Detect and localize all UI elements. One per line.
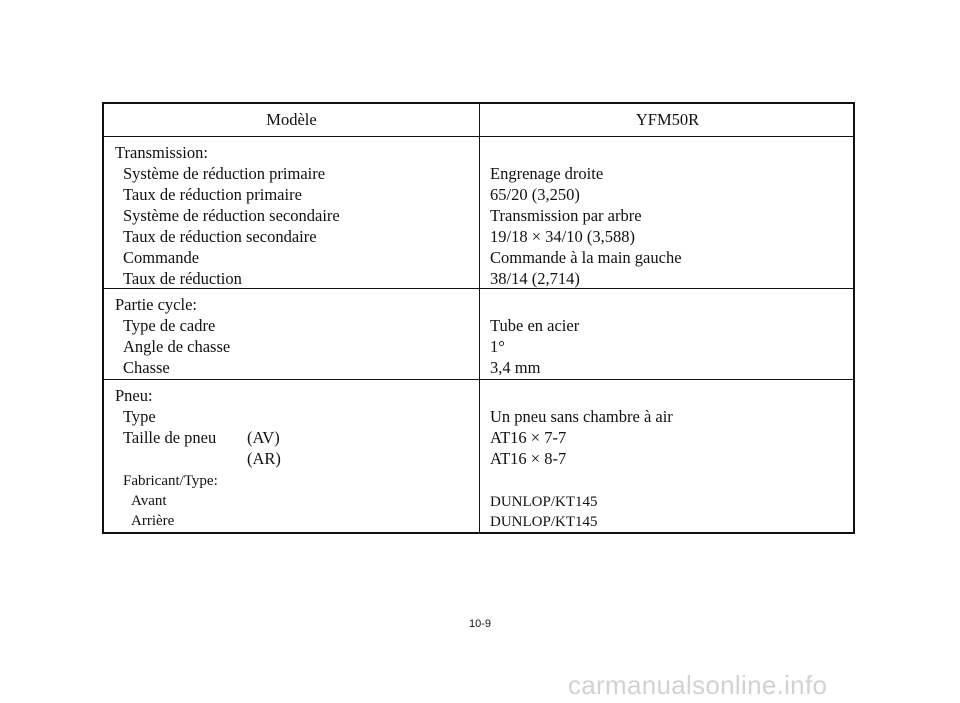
transmission-value: 19/18 × 34/10 (3,588) [490, 227, 635, 246]
section-divider-2 [104, 379, 853, 380]
transmission-value: Commande à la main gauche [490, 248, 682, 267]
model-label: Modèle [266, 110, 317, 129]
rear-tire-size: AT16 × 8-7 [490, 449, 567, 468]
manufacturer-label: Fabricant/Type: [123, 473, 218, 489]
transmission-value: Transmission par arbre [490, 206, 642, 225]
tire-type-label: Type [123, 407, 156, 426]
chassis-value: 1° [490, 337, 505, 356]
transmission-label: Taux de réduction secondaire [123, 227, 317, 246]
front-maker-label: Avant [131, 493, 167, 509]
transmission-value: 38/14 (2,714) [490, 269, 580, 288]
transmission-label: Système de réduction primaire [123, 164, 326, 183]
chassis-label: Angle de chasse [123, 337, 231, 356]
transmission-value: Engrenage droite [490, 164, 604, 183]
chassis-label: Chasse [123, 358, 170, 377]
model-value: YFM50R [635, 110, 700, 129]
tire-type-value: Un pneu sans chambre à air [490, 407, 673, 426]
rear-tire-tag: (AR) [247, 449, 281, 468]
chassis-value: 3,4 mm [490, 358, 541, 377]
column-divider [479, 104, 480, 532]
front-maker-value: DUNLOP/KT145 [490, 494, 598, 510]
transmission-label: Système de réduction secondaire [123, 206, 340, 225]
tires-title: Pneu: [115, 386, 153, 405]
front-tire-size: AT16 × 7-7 [490, 428, 567, 447]
transmission-value: 65/20 (3,250) [490, 185, 580, 204]
spec-table [102, 102, 855, 534]
transmission-label: Taux de réduction [123, 269, 242, 288]
transmission-label: Taux de réduction primaire [123, 185, 302, 204]
rear-maker-label: Arrière [131, 513, 175, 529]
chassis-value: Tube en acier [490, 316, 580, 335]
chassis-label: Type de cadre [123, 316, 216, 335]
chassis-title: Partie cycle: [115, 295, 198, 314]
transmission-title: Transmission: [115, 143, 208, 162]
watermark: carmanualsonline.info [568, 670, 828, 700]
transmission-label: Commande [123, 248, 200, 267]
page-number: 10-9 [468, 618, 492, 630]
front-tire-tag: (AV) [247, 428, 280, 447]
header-divider [104, 136, 853, 137]
tire-size-label: Taille de pneu [123, 428, 217, 447]
rear-maker-value: DUNLOP/KT145 [490, 514, 598, 530]
